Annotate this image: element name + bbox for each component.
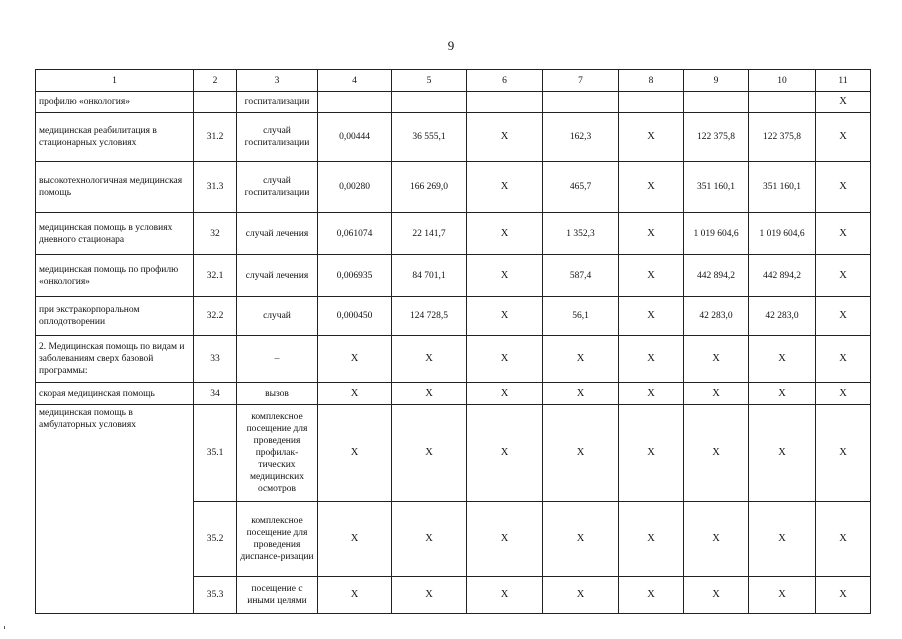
table-row — [36, 92, 871, 113]
value-cell: X — [392, 577, 467, 614]
value-cell: X — [619, 213, 684, 255]
value-cell: 35.2 — [194, 502, 237, 577]
value-cell: X — [467, 383, 543, 405]
value-cell: X — [467, 162, 543, 213]
value-cell: X — [749, 405, 816, 502]
value-cell: X — [816, 577, 871, 614]
value-cell: 442 894,2 — [749, 255, 816, 297]
row-name-cell: скорая медицинская помощь — [36, 383, 194, 405]
value-cell: 36 555,1 — [392, 113, 467, 162]
page-number: 9 — [447, 38, 455, 53]
value-cell: X — [816, 405, 871, 502]
value-cell: X — [816, 502, 871, 577]
value-cell: X — [543, 336, 619, 383]
value-cell: X — [318, 336, 392, 383]
value-cell: X — [318, 577, 392, 614]
header-cell: 9 — [684, 70, 749, 92]
value-cell: X — [816, 383, 871, 405]
value-cell: X — [749, 383, 816, 405]
value-cell: X — [467, 255, 543, 297]
value-cell: 34 — [194, 383, 237, 405]
value-cell: 33 — [194, 336, 237, 383]
value-cell: случай лечения — [237, 213, 318, 255]
value-cell: 42 283,0 — [749, 297, 816, 336]
value-cell: X — [749, 336, 816, 383]
table-row — [36, 405, 871, 502]
value-cell: X — [619, 383, 684, 405]
value-cell: 56,1 — [543, 297, 619, 336]
table-row — [36, 255, 871, 297]
value-cell: комплексное посещение для проведения профилак-тических медицинских осмотров — [237, 405, 318, 502]
value-cell: 32.2 — [194, 297, 237, 336]
value-cell: X — [619, 255, 684, 297]
value-cell: X — [684, 577, 749, 614]
value-cell: 22 141,7 — [392, 213, 467, 255]
value-cell: случай — [237, 297, 318, 336]
table-row — [36, 162, 871, 213]
value-cell: комплексное посещение для проведения диспансе-ризации — [237, 502, 318, 577]
value-cell: 1 352,3 — [543, 213, 619, 255]
value-cell — [194, 92, 237, 113]
value-cell: X — [816, 92, 871, 113]
value-cell: X — [392, 383, 467, 405]
header-cell: 7 — [543, 70, 619, 92]
value-cell: X — [816, 113, 871, 162]
value-cell — [392, 92, 467, 113]
row-name-cell: 2. Медицинская помощь по видам и заболеваниям сверх базовой программы: — [36, 336, 194, 383]
value-cell: 351 160,1 — [749, 162, 816, 213]
row-name-cell: профилю «онкология» — [36, 92, 194, 113]
value-cell: 32 — [194, 213, 237, 255]
value-cell: X — [392, 405, 467, 502]
header-cell: 5 — [392, 70, 467, 92]
row-name-cell: высокотехнологичная медицинская помощь — [36, 162, 194, 213]
value-cell: X — [392, 502, 467, 577]
value-cell: 465,7 — [543, 162, 619, 213]
value-cell: X — [467, 336, 543, 383]
value-cell: 0,00444 — [318, 113, 392, 162]
row-name-cell: медицинская помощь в условиях дневного стационара — [36, 213, 194, 255]
row-name-cell: медицинская реабилитация в стационарных условиях — [36, 113, 194, 162]
value-cell: 35.3 — [194, 577, 237, 614]
value-cell: 35.1 — [194, 405, 237, 502]
value-cell: случай госпитализации — [237, 162, 318, 213]
value-cell: X — [543, 502, 619, 577]
value-cell: X — [684, 336, 749, 383]
value-cell: X — [467, 405, 543, 502]
value-cell: 0,006935 — [318, 255, 392, 297]
value-cell: X — [467, 297, 543, 336]
value-cell: X — [619, 405, 684, 502]
value-cell: X — [684, 383, 749, 405]
value-cell: X — [816, 336, 871, 383]
header-cell: 8 — [619, 70, 684, 92]
value-cell: 166 269,0 — [392, 162, 467, 213]
data-table — [35, 69, 871, 614]
value-cell: X — [749, 502, 816, 577]
header-cell: 3 — [237, 70, 318, 92]
value-cell: X — [619, 297, 684, 336]
value-cell: 42 283,0 — [684, 297, 749, 336]
value-cell: X — [467, 113, 543, 162]
value-cell: X — [467, 213, 543, 255]
row-name-cell: при экстракорпоральном оплодотворении — [36, 297, 194, 336]
value-cell: случай госпитализации — [237, 113, 318, 162]
value-cell: X — [619, 502, 684, 577]
value-cell: X — [543, 405, 619, 502]
row-name-cell: медицинская помощь по профилю «онкология» — [36, 255, 194, 297]
value-cell: X — [816, 297, 871, 336]
value-cell — [543, 92, 619, 113]
value-cell: 0,00280 — [318, 162, 392, 213]
value-cell: X — [619, 577, 684, 614]
header-cell: 6 — [467, 70, 543, 92]
table-header-row — [36, 70, 871, 92]
header-cell: 1 — [36, 70, 194, 92]
value-cell: X — [749, 577, 816, 614]
value-cell: X — [816, 162, 871, 213]
value-cell: посещение с иными целями — [237, 577, 318, 614]
header-cell: 11 — [816, 70, 871, 92]
table-row — [36, 297, 871, 336]
value-cell: 84 701,1 — [392, 255, 467, 297]
value-cell: 122 375,8 — [749, 113, 816, 162]
header-cell: 10 — [749, 70, 816, 92]
value-cell: X — [543, 577, 619, 614]
value-cell — [619, 92, 684, 113]
value-cell: X — [816, 213, 871, 255]
value-cell: – — [237, 336, 318, 383]
value-cell: 587,4 — [543, 255, 619, 297]
value-cell: X — [543, 383, 619, 405]
value-cell: X — [684, 405, 749, 502]
table-row — [36, 336, 871, 383]
value-cell: X — [467, 577, 543, 614]
value-cell: X — [467, 502, 543, 577]
table-row — [36, 383, 871, 405]
value-cell: 162,3 — [543, 113, 619, 162]
value-cell: X — [619, 336, 684, 383]
value-cell: 32.1 — [194, 255, 237, 297]
value-cell: 442 894,2 — [684, 255, 749, 297]
value-cell: X — [619, 162, 684, 213]
table-row — [36, 213, 871, 255]
value-cell: 1 019 604,6 — [684, 213, 749, 255]
row-name-cell: медицинская помощь в амбулаторных условиях — [36, 405, 194, 614]
value-cell: X — [392, 336, 467, 383]
value-cell: X — [816, 255, 871, 297]
value-cell: 0,000450 — [318, 297, 392, 336]
value-cell: 31.3 — [194, 162, 237, 213]
header-cell: 4 — [318, 70, 392, 92]
value-cell: X — [318, 405, 392, 502]
value-cell: 122 375,8 — [684, 113, 749, 162]
value-cell: вызов — [237, 383, 318, 405]
value-cell: 124 728,5 — [392, 297, 467, 336]
value-cell — [467, 92, 543, 113]
value-cell: X — [318, 502, 392, 577]
table-row — [36, 113, 871, 162]
value-cell: 31.2 — [194, 113, 237, 162]
value-cell: госпитализации — [237, 92, 318, 113]
value-cell: 1 019 604,6 — [749, 213, 816, 255]
value-cell — [749, 92, 816, 113]
value-cell: 351 160,1 — [684, 162, 749, 213]
header-cell: 2 — [194, 70, 237, 92]
value-cell: X — [619, 113, 684, 162]
value-cell — [318, 92, 392, 113]
value-cell — [684, 92, 749, 113]
value-cell: 0,061074 — [318, 213, 392, 255]
scan-speck — [4, 626, 5, 629]
value-cell: X — [318, 383, 392, 405]
value-cell: X — [684, 502, 749, 577]
value-cell: случай лечения — [237, 255, 318, 297]
